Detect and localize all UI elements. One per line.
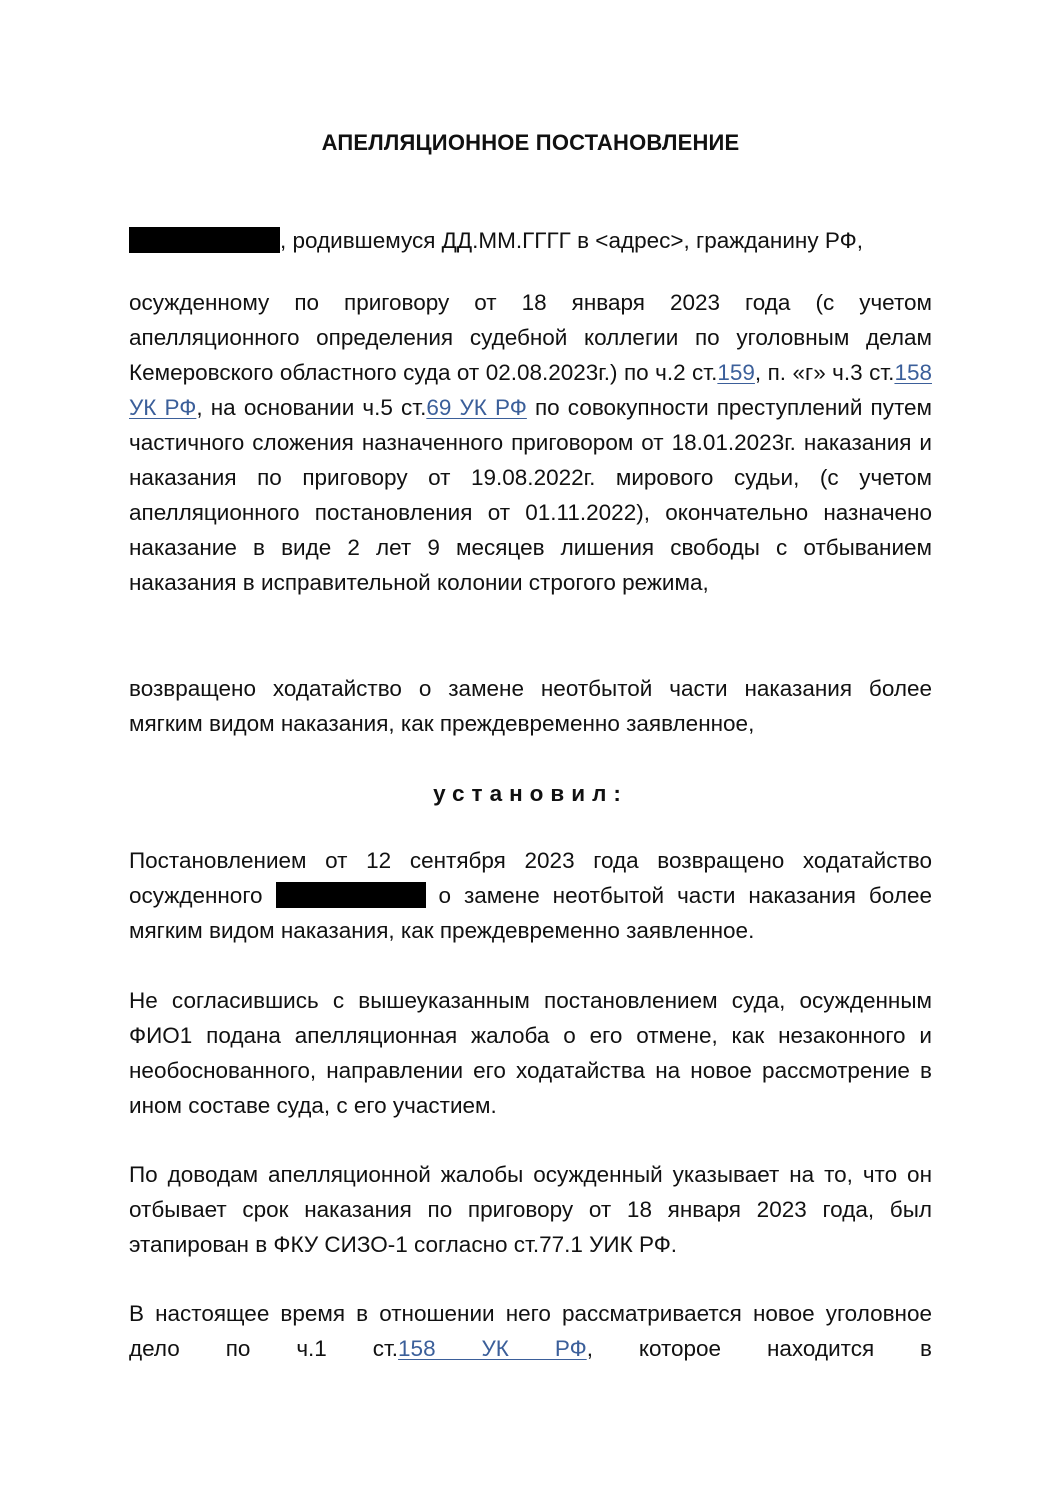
paragraph-resolution bbox=[129, 843, 932, 948]
link-article-159[interactable]: 159 bbox=[717, 360, 755, 385]
link-article-158-uk-rf[interactable]: 158 УК РФ bbox=[129, 360, 932, 420]
sentence-text-3: , на основании ч.5 ст. bbox=[196, 395, 427, 420]
sentence-text-1: осужденному по приговору от 18 января 2023 года (с учетом апелляционного определения судебной коллегии по уголовным делам Кемеровского областного суда от 02.08.2023г.) по ч.2 ст. bbox=[129, 290, 932, 385]
section-heading-ustanovil: установил: bbox=[433, 781, 628, 806]
new-case-text-1: В настоящее время в отношении него рассматривается новое уголовное дело по ч.1 ст. bbox=[129, 1301, 932, 1361]
paragraph-appeal-arguments: По доводам апелляционной жалобы осужденный указывает на то, что он отбывает срок наказания по приговору от 18 января 2023 года, был этапирован в ФКУ СИЗО-1 согласно ст.77.1 УИК РФ. bbox=[129, 1162, 932, 1257]
defendant-details-text: , родившемуся ДД.ММ.ГГГГ в <адрес>, гражданину РФ, bbox=[280, 228, 863, 253]
link-article-69-uk-rf[interactable]: 69 УК РФ bbox=[426, 395, 527, 420]
redacted-name-block bbox=[129, 227, 280, 253]
sentence-text-4: по совокупности преступлений путем частичного сложения назначенного приговором от 18.01.2023г. наказания и наказания по приговору от 19.08.2022г. мирового судьи, (с учетом апелляционного постановления от 01.11.2022), окончательно назначено наказание в виде 2 лет 9 месяцев лишения свободы с отбыванием наказания в исправительной колонии строгого режима, bbox=[129, 395, 932, 595]
resolution-text-1: Постановлением от 12 сентября 2023 года возвращено ходатайство осужденного bbox=[129, 848, 932, 908]
resolution-text-2: о замене неотбытой части наказания более мягким видом наказания, как преждевременно заявленное. bbox=[129, 883, 932, 943]
paragraph-defendant bbox=[129, 223, 932, 258]
document-title: АПЕЛЛЯЦИОННОЕ ПОСТАНОВЛЕНИЕ bbox=[321, 130, 740, 155]
paragraph-appeal: Не согласившись с вышеуказанным постановлением суда, осужденным ФИО1 подана апелляционная жалоба о его отмене, как незаконного и необоснованного, направлении его ходатайства на новое рассмотрение в ином составе суда, с его участием. bbox=[129, 988, 932, 1118]
paragraph-returned-petition: возвращено ходатайство о замене неотбытой части наказания более мягким видом наказания, как преждевременно заявленное, bbox=[129, 676, 932, 736]
redacted-name-block-2 bbox=[276, 882, 426, 908]
link-article-158-uk-rf-2[interactable]: 158 УК РФ bbox=[398, 1336, 587, 1361]
paragraph-new-case bbox=[129, 1296, 932, 1366]
new-case-text-2: , которое находится в bbox=[586, 1336, 932, 1361]
sentence-text-2: , п. «г» ч.3 ст. bbox=[754, 360, 895, 385]
paragraph-sentence bbox=[129, 285, 932, 600]
